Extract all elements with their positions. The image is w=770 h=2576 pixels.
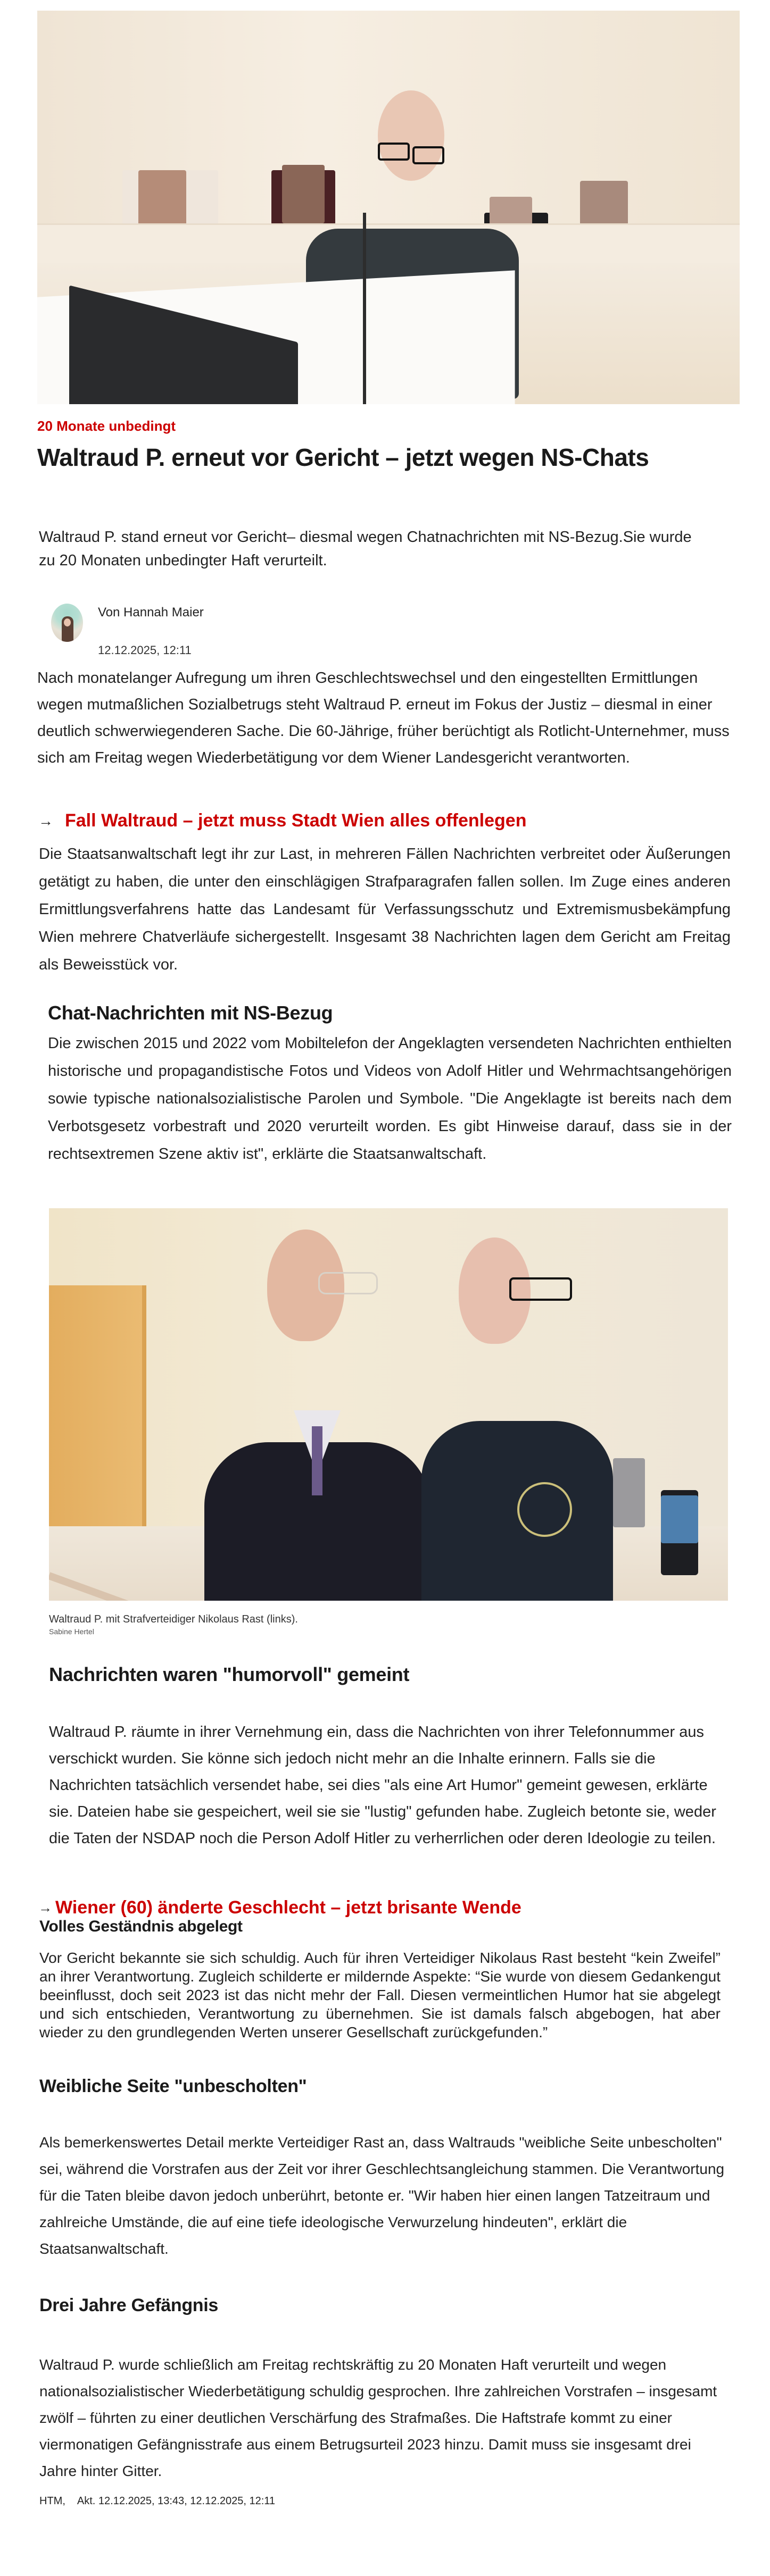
related-article-title: Fall Waltraud – jetzt muss Stadt Wien alles offenlegen [65,810,527,831]
glasses [412,146,444,164]
author-name[interactable]: Von Hannah Maier [98,605,204,620]
pixelated-face [282,165,325,223]
section-heading: Chat-Nachrichten mit NS-Bezug [48,1002,333,1024]
updated-timestamp: Akt. 12.12.2025, 13:43, 12.12.2025, 12:11 [77,2495,276,2507]
door [49,1285,146,1535]
article-paragraph: Die zwischen 2015 und 2022 vom Mobiltelefon der Angeklagten versendeten Nachrichten enthielten historische und propagandistische Fotos und Videos von Adolf Hitler und Wehrmachtsangehörigen sowie typische nationalsozialistische Parolen und Symbole. "Die Angeklagte ist bereits nach dem Verbotsgesetz vorbestraft und 2020 verurteilt worden. Es gibt Hinweise darauf, dass sie in der rechtsextremen Szene aktiv ist", erklärte die Staatsanwaltschaft. [48,1035,732,1162]
article-paragraph: Waltraud P. wurde schließlich am Freitag rechtskräftig zu 20 Monaten Haft verurteilt und wegen nationalsozialistischer Wiederbetätigung schuldig gesprochen. Ihre zahlreichen Vorstrafen – insgesamt zwölf – führten zu einer deutlichen Verschärfung des Strafmaßes. Die Haftstrafe kommt zu einer viermonatigen Gefängnisstrafe aus einem Betrugsurteil 2023 hinzu. Damit muss sie insgesamt drei Jahre hinter Gitter. [39,2356,717,2479]
chair [613,1458,645,1527]
related-article-link[interactable] [38,1897,521,1918]
article-paragraph: Nach monatelanger Aufregung um ihren Geschlechtswechsel und den eingestellten Ermittlungen wegen mutmaßlichen Sozialbetrugs steht Waltraud P. erneut im Fokus der Justiz – diesmal in einer deutlich schwerwiegenderen Sache. Die 60-Jährige, früher berüchtigt als Rotlicht-Unternehmer, muss sich am Freitag wegen Wiederbetätigung vor dem Wiener Landesgericht verantworten. [37,670,730,766]
tie [312,1426,322,1495]
article-headline: Waltraud P. erneut vor Gericht – jetzt wegen NS-Chats [37,444,649,471]
agency-label: HTM, [39,2495,65,2507]
photo-credit: Sabine Hertel [49,1627,94,1636]
article-kicker: 20 Monate unbedingt [37,418,176,434]
section-heading: Nachrichten waren "humorvoll" gemeint [49,1663,410,1685]
author-avatar[interactable] [51,604,83,642]
hoodie-emblem [517,1482,572,1537]
glasses [318,1272,378,1294]
avatar-face [64,618,71,626]
article-paragraph: Vor Gericht bekannte sie sich schuldig. Auch für ihren Verteidiger Nikolaus Rast besteht “kein Zweifel” an ihrer Verantwortung. Zugleich schilderte er mildernde Aspekte: “Sie wurde von diesem Gedankengut beeinflusst, doch seit 2023 ist das nicht mehr der Fall. Diesen vermeintlichen Humor hat sie abgelegt und sich entschieden, Verantwortung zu übernehmen. Sie ist damals falsch abgebogen, hat aber wieder zu den grundlegenden Werten unserer Gesellschaft zurückgefunden.” [39,1950,721,2040]
glasses [378,143,410,161]
article-paragraph: Waltraud P. räumte in ihrer Vernehmung ein, dass die Nachrichten von ihrer Telefonnummer aus verschickt wurden. Sie könne sich jedoch nicht mehr an die Inhalte erinnern. Falls sie die Nachrichten tatsächlich versendet habe, sei dies "als eine Art Humor" gemeint gewesen, erklärte sie. Dateien habe sie gespeichert, weil sie sie "lustig" gefunden habe. Zugleich betonte sie, weder die Taten der NSDAP noch die Person Adolf Hitler zu verherrlichen oder deren Ideologie zu teilen. [49,1724,716,1847]
glasses [509,1277,572,1301]
article-photo[interactable] [49,1208,728,1601]
arrow-right-icon: → [38,812,53,829]
article-paragraph: Als bemerkenswertes Detail merkte Verteidiger Rast an, dass Waltrauds "weibliche Seite unbescholten" sei, während die Vorstrafen aus der Zeit vor ihrer Geschlechtsangleichung stammen. Die Verantwortung für die Taten bleibe davon jedoch unberührt, betonte er. "Wir haben hier einen langen Tatzeitraum und zahlreiche Umstände, die auf eine tiefe ideologische Verwurzelung hindeuten", erklärt die Staatsanwaltschaft. [39,2134,725,2257]
defendant-head [378,90,444,181]
microphone [363,213,366,404]
section-heading: Weibliche Seite "unbescholten" [39,2076,307,2096]
related-article-link[interactable] [38,810,526,831]
photo-caption: Waltraud P. mit Strafverteidiger Nikolaus Rast (links). [49,1613,298,1625]
publish-date: 12.12.2025, 12:11 [98,643,192,657]
article-paragraph: Die Staatsanwaltschaft legt ihr zur Last, in mehreren Fällen Nachrichten verbreitet oder Äußerungen getätigt zu haben, die unter den einschlägigen Strafparagrafen fallen sollen. Im Zuge eines anderen Ermittlungsverfahrens hatte das Landesamt für Verfassungsschutz und Extremismusbekämpfung Wien mehrere Chatverläufe sichergestellt. Insgesamt 38 Nachrichten lagen dem Gericht am Freitag als Beweisstück vor. [39,846,731,973]
hero-image[interactable] [37,11,740,404]
section-heading: Volles Geständnis abgelegt [39,1918,243,1935]
article-lead: Waltraud P. stand erneut vor Gericht– diesmal wegen Chatnachrichten mit NS-Bezug.Sie wurde zu 20 Monaten unbedingter Haft verurteilt. [39,529,692,569]
section-heading: Drei Jahre Gefängnis [39,2295,219,2315]
trash-bin [661,1490,698,1575]
related-article-title: Wiener (60) änderte Geschlecht – jetzt brisante Wende [55,1897,521,1918]
arrow-right-icon: → [38,1900,52,1916]
article-footer-meta [39,2495,275,2507]
